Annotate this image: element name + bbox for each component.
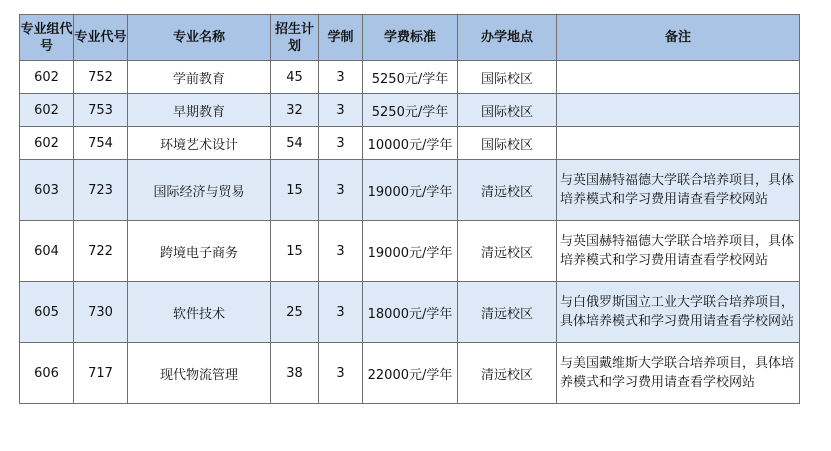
cell-major-name: 学前教育 (128, 61, 271, 94)
cell-duration: 3 (319, 61, 363, 94)
cell-group-code: 602 (20, 127, 74, 160)
cell-duration: 3 (319, 343, 363, 404)
cell-campus: 国际校区 (458, 127, 557, 160)
cell-tuition: 19000元/学年 (363, 221, 458, 282)
cell-remarks (557, 127, 800, 160)
enrollment-table (19, 14, 800, 404)
cell-tuition: 5250元/学年 (363, 94, 458, 127)
cell-group-code: 605 (20, 282, 74, 343)
cell-plan: 15 (271, 221, 319, 282)
cell-campus: 清远校区 (458, 343, 557, 404)
cell-duration: 3 (319, 160, 363, 221)
cell-group-code: 606 (20, 343, 74, 404)
cell-remarks: 与英国赫特福德大学联合培养项目，具体培养模式和学习费用请查看学校网站 (557, 160, 800, 221)
cell-duration: 3 (319, 127, 363, 160)
cell-major-code: 752 (74, 61, 128, 94)
cell-major-name: 跨境电子商务 (128, 221, 271, 282)
header-tuition: 学费标准 (363, 15, 458, 61)
table-row (20, 282, 800, 343)
header-remarks: 备注 (557, 15, 800, 61)
cell-group-code: 602 (20, 61, 74, 94)
cell-major-code: 730 (74, 282, 128, 343)
cell-major-name: 软件技术 (128, 282, 271, 343)
cell-group-code: 602 (20, 94, 74, 127)
cell-remarks: 与美国戴维斯大学联合培养项目，具体培养模式和学习费用请查看学校网站 (557, 343, 800, 404)
cell-plan: 45 (271, 61, 319, 94)
cell-campus: 清远校区 (458, 160, 557, 221)
cell-duration: 3 (319, 282, 363, 343)
cell-campus: 国际校区 (458, 94, 557, 127)
cell-major-name: 环境艺术设计 (128, 127, 271, 160)
cell-campus: 清远校区 (458, 282, 557, 343)
header-campus: 办学地点 (458, 15, 557, 61)
cell-duration: 3 (319, 221, 363, 282)
table-row (20, 61, 800, 94)
cell-group-code: 604 (20, 221, 74, 282)
cell-remarks: 与英国赫特福德大学联合培养项目，具体培养模式和学习费用请查看学校网站 (557, 221, 800, 282)
header-enrollment-plan: 招生计划 (271, 15, 319, 61)
header-row (20, 15, 800, 61)
cell-major-code: 754 (74, 127, 128, 160)
cell-plan: 54 (271, 127, 319, 160)
cell-campus: 国际校区 (458, 61, 557, 94)
header-duration: 学制 (319, 15, 363, 61)
cell-remarks (557, 94, 800, 127)
table-row (20, 160, 800, 221)
table-row (20, 94, 800, 127)
cell-plan: 38 (271, 343, 319, 404)
header-major-name: 专业名称 (128, 15, 271, 61)
table-row (20, 127, 800, 160)
cell-tuition: 18000元/学年 (363, 282, 458, 343)
cell-tuition: 22000元/学年 (363, 343, 458, 404)
cell-duration: 3 (319, 94, 363, 127)
cell-remarks: 与白俄罗斯国立工业大学联合培养项目，具体培养模式和学习费用请查看学校网站 (557, 282, 800, 343)
cell-remarks (557, 61, 800, 94)
cell-tuition: 5250元/学年 (363, 61, 458, 94)
cell-campus: 清远校区 (458, 221, 557, 282)
cell-major-code: 753 (74, 94, 128, 127)
cell-major-name: 早期教育 (128, 94, 271, 127)
cell-major-code: 722 (74, 221, 128, 282)
cell-plan: 15 (271, 160, 319, 221)
cell-major-code: 717 (74, 343, 128, 404)
table-row (20, 343, 800, 404)
cell-major-name: 现代物流管理 (128, 343, 271, 404)
header-group-code: 专业组代号 (20, 15, 74, 61)
cell-major-name: 国际经济与贸易 (128, 160, 271, 221)
cell-tuition: 10000元/学年 (363, 127, 458, 160)
cell-tuition: 19000元/学年 (363, 160, 458, 221)
cell-plan: 32 (271, 94, 319, 127)
cell-plan: 25 (271, 282, 319, 343)
header-major-code: 专业代号 (74, 15, 128, 61)
table-row (20, 221, 800, 282)
cell-group-code: 603 (20, 160, 74, 221)
cell-major-code: 723 (74, 160, 128, 221)
